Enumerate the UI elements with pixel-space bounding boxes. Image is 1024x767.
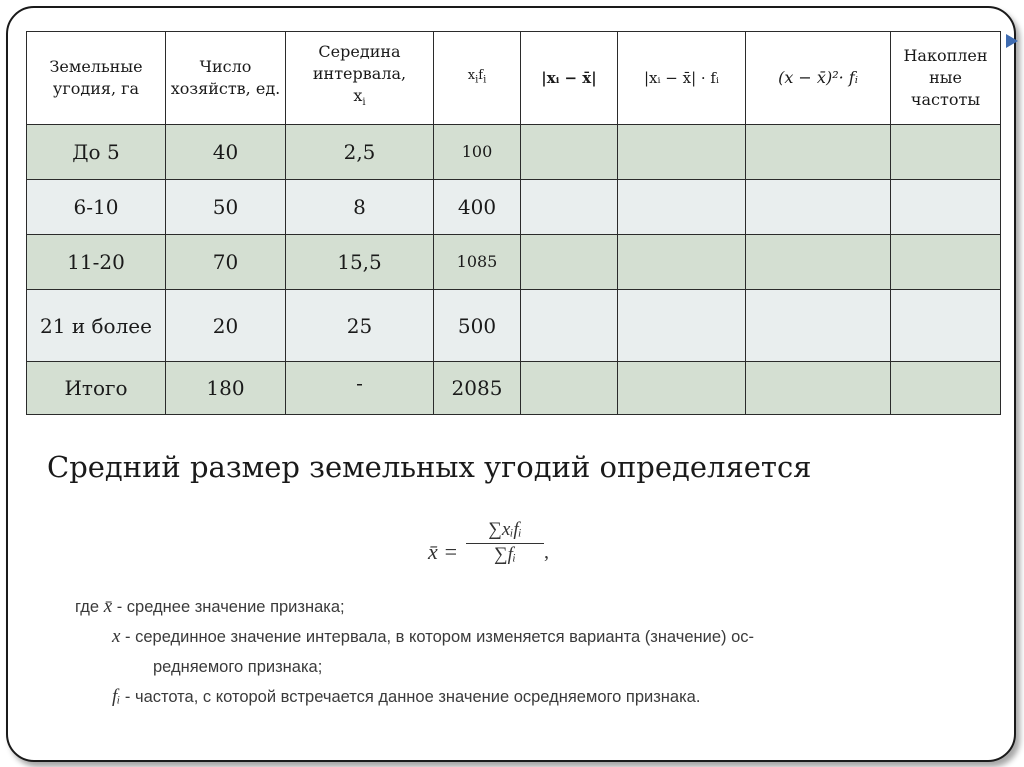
header-weighted-abs-deviation: |xᵢ − x̄| · fᵢ: [618, 32, 746, 125]
cell-empty: [891, 235, 1001, 290]
cell-range: Итого: [27, 362, 166, 415]
mean-formula: [426, 519, 549, 591]
cell-xf: 1085: [434, 235, 521, 290]
header-weighted-squared-deviation: (x − x̄)²· fᵢ: [746, 32, 891, 125]
cell-range: 11-20: [27, 235, 166, 290]
cell-mid: -: [286, 362, 434, 415]
cell-empty: [521, 362, 618, 415]
cell-empty: [521, 180, 618, 235]
cell-empty: [891, 125, 1001, 180]
cell-empty: [618, 125, 746, 180]
header-xf: $x_if_i$: [434, 32, 521, 125]
cell-range: 6-10: [27, 180, 166, 235]
cell-xf: 400: [434, 180, 521, 235]
cell-empty: [891, 362, 1001, 415]
cell-count: 40: [166, 125, 286, 180]
cell-count: 20: [166, 290, 286, 362]
cell-empty: [521, 125, 618, 180]
table-row: [27, 235, 1001, 290]
table-row-total: [27, 362, 1001, 415]
slide-arrow-icon: [1006, 34, 1018, 48]
cell-empty: [618, 180, 746, 235]
cell-empty: [746, 290, 891, 362]
formula-suffix: ,: [544, 541, 549, 563]
cell-empty: [521, 290, 618, 362]
frequency-table: [26, 31, 1001, 415]
header-abs-deviation: |xᵢ − x̄|: [521, 32, 618, 125]
cell-count: 70: [166, 235, 286, 290]
formula-lhs: x̄ =: [428, 539, 459, 564]
formula-notes: [75, 592, 965, 712]
cell-empty: [618, 290, 746, 362]
table-row: [27, 180, 1001, 235]
cell-empty: [618, 362, 746, 415]
cell-count: 180: [166, 362, 286, 415]
cell-mid: 15,5: [286, 235, 434, 290]
header-interval-mid: Середина интервала, $x_i$: [286, 32, 434, 125]
note-line: редняемого признака;: [153, 658, 323, 676]
header-cumulative-frequency: Накоплен ные частоты: [891, 32, 1001, 125]
note-line: где x̄ - среднее значение признака;: [75, 596, 345, 617]
intro-text: Средний размер земельных угодий определяется: [47, 450, 812, 484]
cell-empty: [746, 125, 891, 180]
cell-empty: [746, 180, 891, 235]
cell-range: 21 и более: [27, 290, 166, 362]
note-symbol: fᵢ: [112, 686, 121, 707]
cell-mid: 2,5: [286, 125, 434, 180]
note-symbol: x: [112, 626, 121, 647]
table-row: [27, 125, 1001, 180]
header-land-area: Земельные угодия, га: [27, 32, 166, 125]
cell-xf: 100: [434, 125, 521, 180]
header-farm-count: Число хозяйств, ед.: [166, 32, 286, 125]
cell-empty: [746, 235, 891, 290]
note-line: fᵢ - частота, с которой встречается данное значение осредняемого признака.: [112, 686, 701, 707]
cell-mid: 8: [286, 180, 434, 235]
note-line: x - серединное значение интервала, в котором изменяется варианта (значение) ос-: [112, 626, 755, 647]
cell-empty: [618, 235, 746, 290]
formula-fraction: [466, 519, 544, 566]
note-symbol: x̄: [103, 596, 113, 617]
cell-empty: [891, 290, 1001, 362]
cell-xf: 500: [434, 290, 521, 362]
formula-denominator: ∑fᵢ: [494, 544, 516, 565]
cell-range: До 5: [27, 125, 166, 180]
table-row: [27, 290, 1001, 362]
formula-numerator: ∑xᵢfᵢ: [466, 519, 544, 544]
cell-empty: [746, 362, 891, 415]
cell-count: 50: [166, 180, 286, 235]
cell-empty: [521, 235, 618, 290]
table-header-row: [27, 32, 1001, 125]
cell-xf: 2085: [434, 362, 521, 415]
cell-mid: 25: [286, 290, 434, 362]
cell-empty: [891, 180, 1001, 235]
